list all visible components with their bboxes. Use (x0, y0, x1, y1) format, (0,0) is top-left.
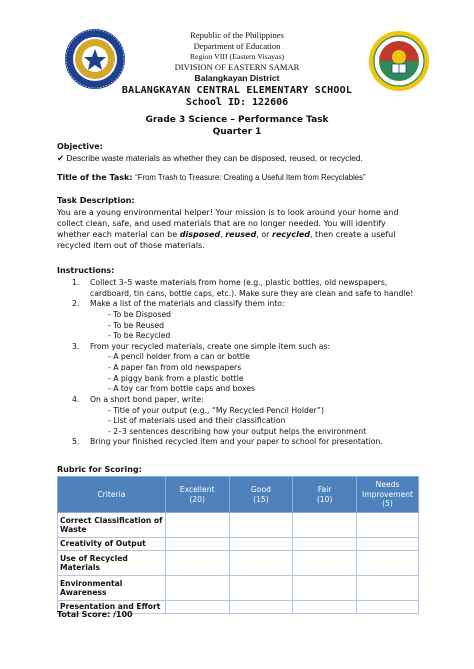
rubric-criterion: Use of Recycled Materials (58, 551, 166, 576)
rubric-col-label: Fair (317, 484, 332, 494)
instruction-subitem: - To be Disposed (108, 309, 172, 319)
instruction-item-4 (72, 395, 422, 438)
description-disposed: disposed (179, 229, 221, 239)
rubric-criterion: Environmental Awareness (58, 576, 166, 601)
instruction-subitem: - List of materials used and their classification (108, 416, 286, 426)
rubric-label: Rubric for Scoring: (57, 465, 142, 474)
instruction-number: 2. (72, 299, 80, 309)
page-subtitle: Quarter 1 (212, 127, 262, 137)
rubric-col-label: Needs Improvement (361, 479, 414, 499)
task-title-value: “From Trash to Treasure: Creating a Useful Item from Recyclables” (135, 173, 366, 182)
description-reused: reused (225, 229, 257, 239)
rubric-score-cell[interactable] (165, 576, 229, 601)
rubric-row (58, 538, 419, 551)
header-school-id: School ID: 122606 (185, 97, 289, 108)
description-sep1: , (220, 229, 226, 239)
task-title-label: Title of the Task: (57, 173, 133, 182)
rubric-score-cell[interactable] (229, 513, 293, 538)
instruction-number: 3. (72, 341, 80, 351)
rubric-criterion: Creativity of Output (58, 538, 166, 551)
header-school-name: BALANGKAYAN CENTRAL ELEMENTARY SCHOOL (121, 85, 353, 96)
header-division: DIVISION OF EASTERN SAMAR (174, 62, 300, 72)
instruction-item-5 (72, 437, 422, 448)
header-district: Balangkayan District (194, 73, 280, 83)
page-title: Grade 3 Science – Performance Task (145, 115, 329, 125)
rubric-row (58, 513, 419, 538)
instruction-text: Collect 3–5 waste materials from home (e.g., plastic bottles, old newspapers, cardboard, tin cans, bottle caps, etc.). Make sure they are clean and safe to handle! (90, 278, 414, 298)
rubric-header-row (58, 477, 419, 513)
instruction-number: 1. (72, 278, 80, 287)
rubric-col-fair (293, 477, 357, 513)
total-score: Total Score: /100 (57, 610, 133, 619)
instruction-subitem: - A pencil holder from a can or bottle (108, 352, 250, 362)
header-region: Region VIII (Eastern Visayas) (189, 52, 285, 61)
instruction-subitem: - Title of your output (e.g., “My Recycled Pencil Holder”) (108, 405, 325, 415)
description-text (57, 208, 419, 252)
instruction-subitem: - 2–3 sentences describing how your output helps the environment (108, 426, 367, 436)
rubric-score-cell[interactable] (293, 576, 357, 601)
description-part2: , then create a useful recycled item out of those materials. (57, 229, 396, 250)
instruction-subitem: - To be Recycled (108, 331, 171, 341)
instruction-text: On a short bond paper, write: (90, 394, 204, 404)
instructions-label: Instructions: (57, 266, 115, 275)
instruction-subitem: - A toy car from bottle caps and boxes (108, 384, 255, 394)
rubric-table (57, 476, 419, 614)
instruction-item-2 (72, 299, 422, 342)
objective-label: Objective: (57, 142, 103, 151)
instruction-subitem: - A piggy bank from a plastic bottle (108, 373, 244, 383)
rubric-row (58, 551, 419, 576)
instruction-number: 5. (72, 437, 80, 447)
rubric-col-needs-improvement (357, 477, 419, 513)
rubric-criterion: Correct Classification of Waste (58, 513, 166, 538)
rubric-col-excellent (165, 477, 229, 513)
rubric-col-label: Excellent (179, 484, 215, 494)
instruction-text: From your recycled materials, create one simple item such as: (90, 341, 331, 351)
instruction-subitem: - To be Reused (108, 320, 165, 330)
rubric-score-cell[interactable] (357, 513, 419, 538)
rubric-score-cell[interactable] (229, 538, 293, 551)
rubric-criterion: Presentation and Effort (58, 601, 166, 614)
description-sep2: , or (256, 229, 272, 239)
rubric-col-points: (5) (382, 499, 393, 509)
instruction-subitem: - A paper fan from old newspapers (108, 363, 242, 372)
rubric-col-points: (20) (189, 494, 205, 504)
instructions-list (72, 278, 422, 448)
description-recycled: recycled (272, 229, 310, 239)
rubric-col-label: Criteria (97, 489, 126, 499)
instruction-item-1 (72, 278, 422, 299)
description-label: Task Description: (57, 196, 135, 205)
rubric-score-cell[interactable] (293, 538, 357, 551)
rubric-score-cell[interactable] (293, 513, 357, 538)
task-title-row (57, 173, 419, 184)
rubric-score-cell[interactable] (165, 538, 229, 551)
instruction-text: Bring your finished recycled item and your paper to school for presentation. (90, 437, 383, 447)
header-republic: Republic of the Philippines (190, 30, 284, 40)
objective-text: ✔ Describe waste materials as whether they can be disposed, reused, or recycled. (57, 153, 363, 163)
instruction-item-3 (72, 342, 422, 395)
rubric-score-cell[interactable] (357, 551, 419, 576)
rubric-score-cell[interactable] (165, 551, 229, 576)
rubric-score-cell[interactable] (229, 576, 293, 601)
rubric-row (58, 576, 419, 601)
instruction-text: Make a list of the materials and classify them into: (90, 299, 285, 309)
rubric-score-cell[interactable] (357, 576, 419, 601)
rubric-score-cell[interactable] (357, 538, 419, 551)
rubric-score-cell[interactable] (165, 513, 229, 538)
rubric-score-cell[interactable] (229, 551, 293, 576)
rubric-col-good (229, 477, 293, 513)
rubric-col-points: (15) (253, 494, 269, 504)
rubric-col-criteria (58, 477, 166, 513)
rubric-col-points: (10) (316, 494, 333, 504)
rubric-col-label: Good (250, 484, 271, 494)
rubric-score-cell[interactable] (293, 551, 357, 576)
description-part1: You are a young environmental helper! Your mission is to look around your home and collect clean, safe, and used materials that are no longer needed. You will identify whether each material can be (57, 208, 399, 239)
header-department: Department of Education (193, 41, 281, 51)
instruction-number: 4. (72, 394, 80, 404)
